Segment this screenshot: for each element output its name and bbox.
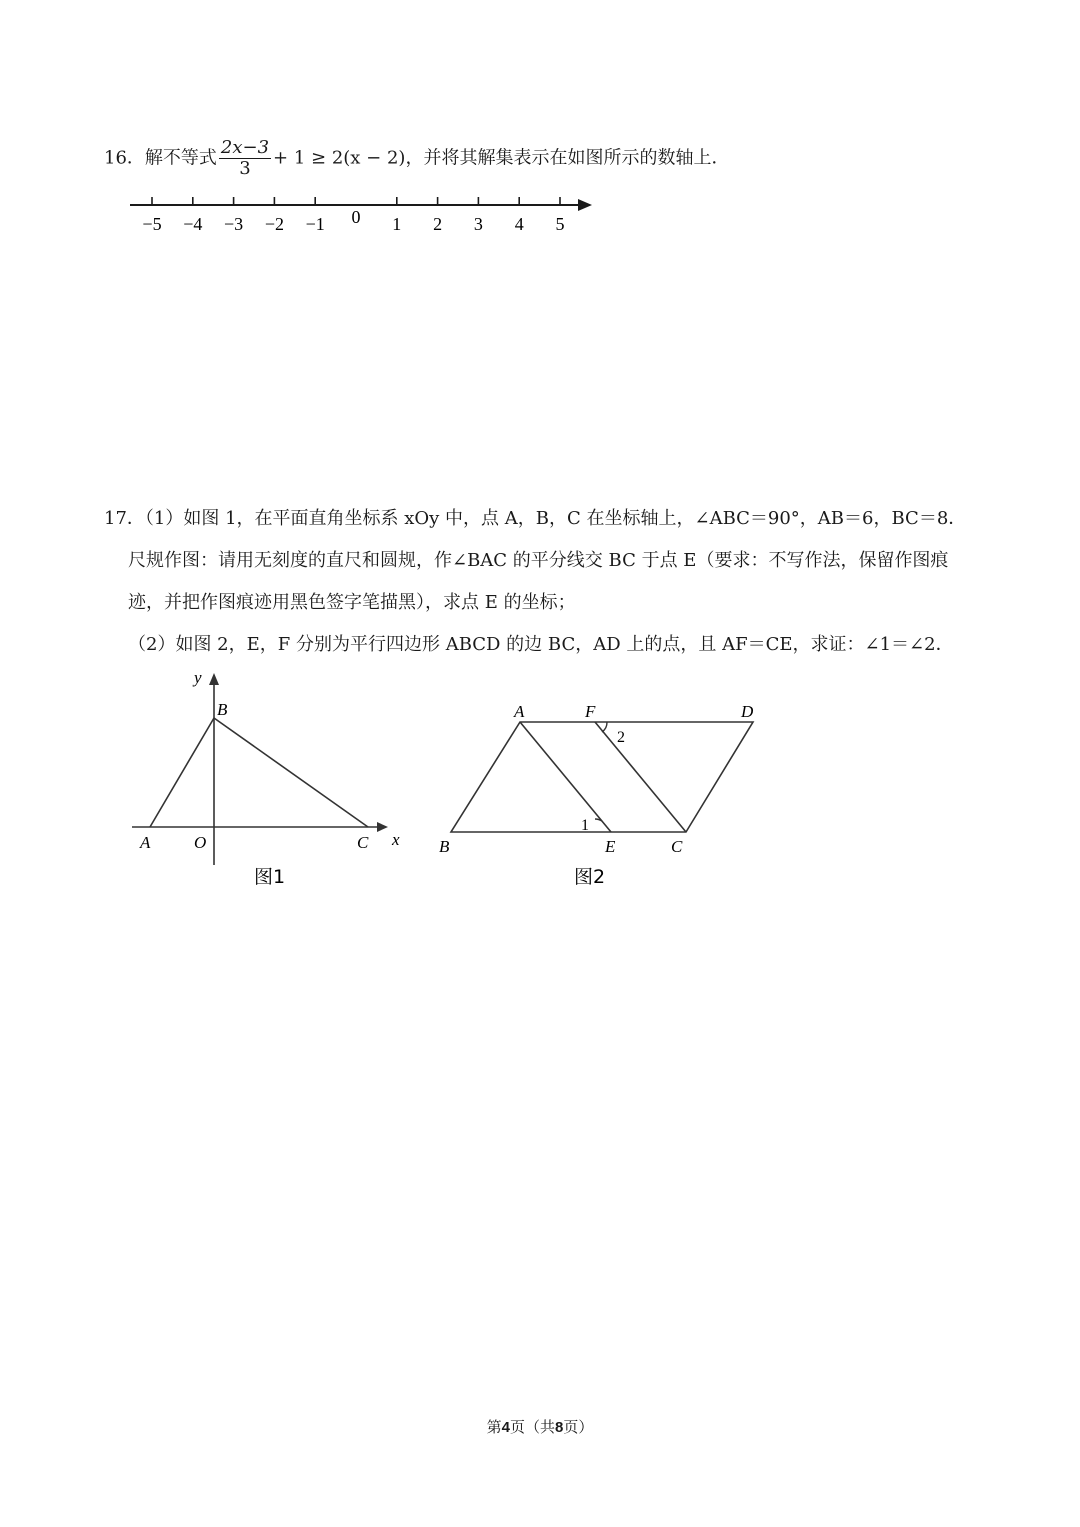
- number-line-tick-label: −4: [183, 214, 203, 234]
- fig2-label-angle-2: 2: [617, 729, 625, 746]
- fig1-label-o: O: [194, 833, 207, 852]
- figure-2: [435, 695, 765, 895]
- fraction-denominator: 3: [239, 158, 251, 179]
- footer-page-number: 4: [501, 1419, 510, 1436]
- question-17-part2-line: （2）如图 2，E，F 分别为平行四边形 ABCD 的边 BC，AD 上的点，且 AF＝CE，求证：∠1＝∠2．: [128, 634, 954, 655]
- number-line-tick-label: 3: [473, 214, 483, 234]
- question-16-number: 16．: [104, 147, 145, 169]
- number-line-arrow: [578, 199, 592, 211]
- fig2-label-angle-1: 1: [581, 817, 589, 834]
- number-line-tick-label: −3: [224, 214, 244, 234]
- footer-post: 页）: [563, 1418, 594, 1436]
- number-line-tick-label: 4: [514, 214, 524, 234]
- fig2-label-d: D: [741, 702, 754, 721]
- fig2-segment-fc: [595, 722, 686, 832]
- question-16-fraction: [219, 138, 271, 179]
- question-17-part1-line2: 尺规作图：请用无刻度的直尺和圆规，作∠BAC 的平分线交 BC 于点 E（要求：不写作法，保留作图痕: [128, 550, 949, 571]
- question-17-part1-line3: 迹，并把作图痕迹用黑色签字笔描黑），求点 E 的坐标；: [128, 592, 576, 613]
- fig1-x-arrow: [377, 822, 388, 832]
- fraction-numerator: 2x−3: [220, 137, 270, 158]
- fig1-segment-ab: [150, 718, 214, 827]
- fig2-label-b: B: [439, 837, 450, 856]
- fig2-label-a: A: [514, 702, 525, 721]
- page-footer: [0, 1416, 1080, 1437]
- question-17-part1-text: （1）如图 1，在平面直角坐标系 xOy 中，点 A，B，C 在坐标轴上，∠ABC＝90°，AB＝6，BC＝8．: [144, 508, 967, 529]
- number-line-tick-label: 0: [351, 207, 361, 227]
- number-line-ticks: [142, 197, 564, 234]
- footer-pre: 第: [486, 1418, 502, 1436]
- footer-mid: 页（共: [509, 1418, 555, 1436]
- question-16-inequality: + 1 ≥ 2(x − 2): [273, 147, 406, 169]
- question-16-text: [104, 138, 729, 179]
- number-line: [120, 185, 610, 245]
- fig1-label-b: B: [217, 700, 228, 719]
- fig2-caption: 图2: [574, 866, 606, 888]
- fig1-segment-bc: [214, 718, 368, 827]
- footer-total-pages: 8: [555, 1419, 564, 1436]
- fig2-segment-ae: [520, 722, 611, 832]
- number-line-tick-label: 5: [555, 214, 565, 234]
- number-line-tick-label: 1: [392, 214, 402, 234]
- fig1-label-c: C: [357, 833, 369, 852]
- fig1-y-arrow: [209, 673, 219, 685]
- fig1-label-x: x: [392, 830, 400, 849]
- question-16-lead: 解不等式: [144, 147, 217, 169]
- fig1-caption: 图1: [254, 866, 286, 888]
- number-line-tick-label: −2: [264, 214, 284, 234]
- number-line-tick-label: −1: [305, 214, 325, 234]
- fig2-label-e: E: [605, 837, 616, 856]
- figure-1: [128, 665, 408, 895]
- question-17-part1-line1: [104, 507, 966, 531]
- question-16-instruction: ，并将其解集表示在如图所示的数轴上．: [405, 147, 730, 169]
- fig2-label-c: C: [671, 837, 683, 856]
- fig1-label-a: A: [140, 833, 151, 852]
- question-17-number: 17．: [104, 508, 145, 529]
- number-line-tick-label: −5: [142, 214, 162, 234]
- number-line-tick-label: 2: [433, 214, 443, 234]
- fig2-parallelogram-abcd: [451, 722, 753, 832]
- fig2-label-f: F: [585, 702, 596, 721]
- fig1-label-y: y: [194, 668, 202, 687]
